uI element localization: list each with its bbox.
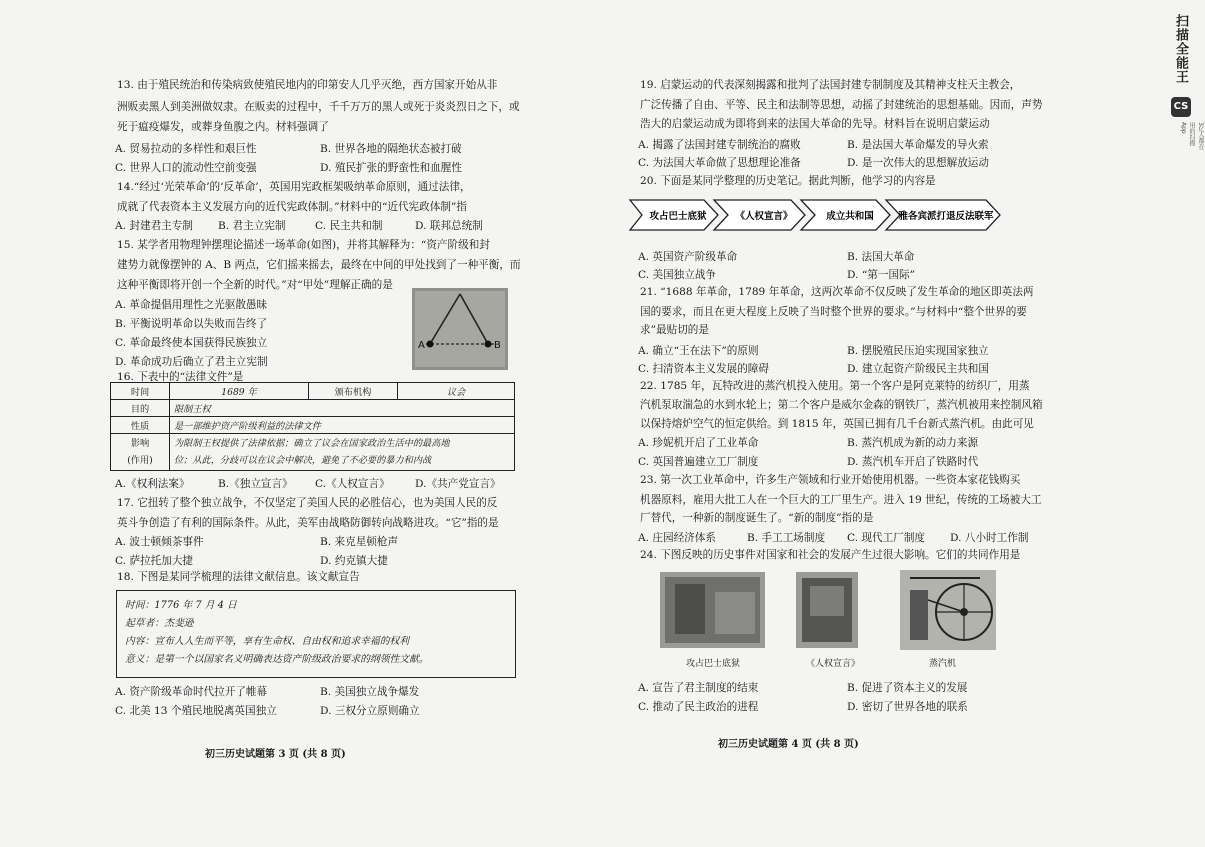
question-17-line-2: 英斗争创造了有利的国际条件。从此，美军由战略防御转向战略进攻。“它”指的是 bbox=[117, 517, 499, 529]
page-footer-3: 初三历史试题第 3 页 (共 8 页) bbox=[205, 749, 346, 760]
table-cell bbox=[111, 434, 170, 471]
question-16-option-d: D.《共产党宣言》 bbox=[415, 478, 501, 490]
question-15-option-b: B. 平衡说明革命以失败而告终了 bbox=[115, 318, 268, 330]
question-13-line-1: 13. 由于殖民统治和传染病致使殖民地内的印第安人几乎灭绝，西方国家开始从非 bbox=[117, 79, 498, 91]
question-17-option-d: D. 约克镇大捷 bbox=[320, 555, 388, 567]
question-24-option-a: A. 宣告了君主制度的结束 bbox=[638, 682, 759, 694]
question-15-option-d: D. 革命成功后确立了君主立宪制 bbox=[115, 356, 268, 368]
bastille-storming-picture bbox=[660, 572, 765, 648]
question-14-line-2: 成就了代表资本主义发展方向的近代宪政体制。”材料中的“近代宪政体制”指 bbox=[117, 201, 467, 213]
question-23-line-1: 23. 第一次工业革命中，许多生产领域和行业开始使用机器。一些资本家花钱购买 bbox=[640, 474, 1021, 486]
arrow-step-1: 攻占巴士底狱 bbox=[649, 211, 707, 222]
arrow-step-4: 雅各宾派打退反法联军 bbox=[898, 211, 994, 222]
question-15-option-a: A. 革命提倡用理性之光驱散愚昧 bbox=[115, 299, 268, 311]
question-19-option-b: B. 是法国大革命爆发的导火索 bbox=[847, 139, 989, 151]
question-23-option-a: A. 庄园经济体系 bbox=[638, 532, 716, 544]
pendulum-label-a: A bbox=[418, 340, 425, 351]
table-cell: 颁布机构 bbox=[309, 383, 398, 400]
question-24-option-d: D. 密切了世界各地的联系 bbox=[847, 701, 968, 713]
camscanner-watermark bbox=[1168, 14, 1204, 154]
question-23-line-3: 厂替代，一种新的制度诞生了。“新的制度”指的是 bbox=[640, 512, 874, 524]
question-13-option-d: D. 殖民扩张的野蛮性和血腥性 bbox=[320, 162, 462, 174]
question-21-line-1: 21. “1688 年革命，1789 年革命，这两次革命不仅反映了发生革命的地区即英法两 bbox=[640, 286, 1034, 298]
question-22-line-1: 22. 1785 年，瓦特改进的蒸汽机投入使用。第一个客户是阿克莱特的纺织厂，用蒸 bbox=[640, 380, 1030, 392]
question-21-option-c: C. 扫清资本主义发展的障碍 bbox=[638, 363, 769, 375]
question-24-option-b: B. 促进了资本主义的发展 bbox=[847, 682, 968, 694]
arrow-step-2: 《人权宣言》 bbox=[735, 211, 793, 222]
table-cell: 限制王权 bbox=[170, 400, 515, 417]
question-15-option-c: C. 革命最终使本国获得民族独立 bbox=[115, 337, 268, 349]
question-16-option-b: B.《独立宣言》 bbox=[218, 478, 293, 490]
table-cell: 是一部维护资产阶级利益的法律文件 bbox=[170, 417, 515, 434]
exam-page-4 bbox=[610, 0, 1185, 847]
question-19-option-d: D. 是一次伟大的思想解放运动 bbox=[847, 157, 989, 169]
table-cell: 议会 bbox=[398, 383, 515, 400]
table-cell bbox=[170, 434, 515, 471]
question-13-option-c: C. 世界人口的流动性空前变强 bbox=[115, 162, 257, 174]
question-21-line-3: 求”最贴切的是 bbox=[640, 324, 709, 336]
table-cell: 目的 bbox=[111, 400, 170, 417]
question-17-option-b: B. 来克星顿枪声 bbox=[320, 536, 399, 548]
picture-caption-2: 《人权宣言》 bbox=[806, 659, 861, 669]
question-16-option-a: A.《权利法案》 bbox=[115, 478, 190, 490]
question-15-line-1: 15. 某学者用物理钟摆理论描述一场革命(如图)，并将其解释为：“资产阶级和封 bbox=[117, 239, 490, 251]
question-21-option-b: B. 摆脱殖民压迫实现国家独立 bbox=[847, 345, 989, 357]
question-18-option-d: D. 三权分立原则确立 bbox=[320, 705, 420, 717]
question-22-option-a: A. 珍妮机开启了工业革命 bbox=[638, 437, 759, 449]
question-16-option-c: C.《人权宣言》 bbox=[315, 478, 390, 490]
question-20-option-b: B. 法国大革命 bbox=[847, 251, 915, 263]
question-23-line-2: 机器原料，雇用大批工人在一个巨大的工厂里生产。进入 19 世纪，传统的工场被大工 bbox=[640, 494, 1042, 506]
question-18-option-a: A. 资产阶级革命时代拉开了帷幕 bbox=[115, 686, 268, 698]
question-20-stem: 20. 下面是某同学整理的历史笔记。据此判断，他学习的内容是 bbox=[640, 175, 936, 187]
question-21-option-d: D. 建立起资产阶级民主共和国 bbox=[847, 363, 989, 375]
watermark-title: 扫描全能王 bbox=[1173, 14, 1188, 84]
question-23-option-b: B. 手工工场制度 bbox=[747, 532, 826, 544]
table-body-line-2: 位；从此，分歧可以在议会中解决，避免了不必要的暴力和内战 bbox=[174, 455, 432, 466]
picture-caption-3: 蒸汽机 bbox=[929, 659, 957, 669]
question-22-option-d: D. 蒸汽机车开启了铁路时代 bbox=[847, 456, 979, 468]
steam-engine-picture bbox=[900, 570, 996, 650]
question-22-option-b: B. 蒸汽机成为新的动力来源 bbox=[847, 437, 979, 449]
exam-page-3 bbox=[0, 0, 560, 847]
table-cell: 1689 年 bbox=[170, 383, 309, 400]
watermark-subtitle: 3亿人都在用的扫描App bbox=[1180, 122, 1204, 150]
page-footer-4: 初三历史试题第 4 页 (共 8 页) bbox=[718, 739, 859, 750]
question-15-line-2: 建势力就像摆钟的 A、B 两点，它们摇来摇去，最终在中间的甲处找到了一种平衡，而 bbox=[117, 259, 521, 271]
question-13-line-3: 死于瘟疫爆发，或葬身鱼腹之内。材料强调了 bbox=[117, 121, 329, 133]
question-19-line-2: 广泛传播了自由、平等、民主和法制等思想，动摇了封建统治的思想基础。因而，声势 bbox=[640, 99, 1043, 111]
question-15-line-3: 这种平衡即将开创一个全新的时代。”对“甲处”理解正确的是 bbox=[117, 279, 393, 291]
question-21-line-2: 国的要求，而且在更大程度上反映了当时整个世界的要求。”与材料中“整个世界的要 bbox=[640, 306, 1027, 318]
info-line-time: 时间：1776 年 7 月 4 日 bbox=[125, 600, 237, 611]
question-14-option-b: B. 君主立宪制 bbox=[218, 220, 286, 232]
pendulum-figure bbox=[412, 288, 508, 370]
table-row-head-1: 影响 bbox=[130, 438, 150, 449]
history-note-arrow-flow bbox=[628, 196, 1003, 234]
question-23-option-c: C. 现代工厂制度 bbox=[847, 532, 926, 544]
question-22-option-c: C. 英国普遍建立工厂制度 bbox=[638, 456, 759, 468]
info-line-meaning: 意义：是第一个以国家名义明确表达资产阶级政治要求的纲领性文献。 bbox=[125, 654, 429, 665]
info-line-author: 起草者：杰斐逊 bbox=[125, 618, 194, 629]
question-17-line-1: 17. 它扭转了整个独立战争，不仅坚定了美国人民的必胜信心，也为美国人民的反 bbox=[117, 497, 498, 509]
question-20-option-d: D. “第一国际” bbox=[847, 269, 916, 281]
question-16-stem: 16. 下表中的“法律文件”是 bbox=[117, 371, 244, 383]
question-22-line-3: 以保持熔炉空气的恒定供给。到 1815 年，英国已拥有几千台新式蒸汽机。由此可见 bbox=[640, 418, 1034, 430]
question-14-option-d: D. 联邦总统制 bbox=[415, 220, 483, 232]
table-cell: 时间 bbox=[111, 383, 170, 400]
question-19-line-3: 浩大的启蒙运动成为即将到来的法国大革命的先导。材料旨在说明启蒙运动 bbox=[640, 118, 990, 130]
arrow-step-3: 成立共和国 bbox=[826, 211, 874, 222]
table-body-line-1: 为限制王权提供了法律依据；确立了议会在国家政治生活中的最高地 bbox=[174, 438, 450, 449]
question-18-stem: 18. 下图是某同学梳理的法律文献信息。该文献宣告 bbox=[117, 571, 360, 583]
question-20-option-c: C. 美国独立战争 bbox=[638, 269, 717, 281]
question-19-line-1: 19. 启蒙运动的代表深刻揭露和批判了法国封建专制制度及其精神支柱天主教会， bbox=[640, 79, 1021, 91]
question-19-option-a: A. 揭露了法国封建专制统治的腐败 bbox=[638, 139, 801, 151]
info-line-content: 内容：宣布人人生而平等，享有生命权、自由权和追求幸福的权利 bbox=[125, 636, 410, 647]
question-13-option-a: A. 贸易拉动的多样性和艰巨性 bbox=[115, 143, 257, 155]
pendulum-label-b: B bbox=[494, 340, 501, 351]
declaration-of-rights-picture bbox=[796, 572, 858, 648]
question-13-line-2: 洲贩卖黑人到美洲做奴隶。在贩卖的过程中，千千万万的黑人或死于炎炎烈日之下，或 bbox=[117, 101, 520, 113]
law-document-table bbox=[110, 382, 515, 471]
question-21-option-a: A. 确立“王在法下”的原则 bbox=[638, 345, 759, 357]
camscanner-logo-icon: CS bbox=[1171, 97, 1191, 117]
question-14-option-a: A. 封建君主专制 bbox=[115, 220, 193, 232]
question-18-option-b: B. 美国独立战争爆发 bbox=[320, 686, 420, 698]
question-23-option-d: D. 八小时工作制 bbox=[950, 532, 1029, 544]
question-14-option-c: C. 民主共和制 bbox=[315, 220, 383, 232]
document-info-box bbox=[116, 590, 516, 678]
question-13-option-b: B. 世界各地的隔绝状态被打破 bbox=[320, 143, 462, 155]
picture-caption-1: 攻占巴士底狱 bbox=[686, 659, 741, 669]
question-19-option-c: C. 为法国大革命做了思想理论准备 bbox=[638, 157, 801, 169]
question-14-line-1: 14.“经过‘光荣革命’的‘反革命’，英国用宪政框架吸纳革命原则，通过法律， bbox=[117, 181, 471, 193]
question-24-option-c: C. 推动了民主政治的进程 bbox=[638, 701, 759, 713]
table-cell: 性质 bbox=[111, 417, 170, 434]
question-24-stem: 24. 下图反映的历史事件对国家和社会的发展产生过很大影响。它们的共同作用是 bbox=[640, 549, 1021, 561]
question-20-option-a: A. 英国资产阶级革命 bbox=[638, 251, 738, 263]
question-17-option-a: A. 波士顿倾茶事件 bbox=[115, 536, 204, 548]
table-row-head-2: (作用) bbox=[127, 455, 153, 466]
question-18-option-c: C. 北美 13 个殖民地脱离英国独立 bbox=[115, 705, 277, 717]
question-17-option-c: C. 萨拉托加大捷 bbox=[115, 555, 194, 567]
question-22-line-2: 汽机泵取湍急的水到水轮上；第二个客户是威尔金森的钢铁厂，蒸汽机被用来控制风箱 bbox=[640, 399, 1043, 411]
